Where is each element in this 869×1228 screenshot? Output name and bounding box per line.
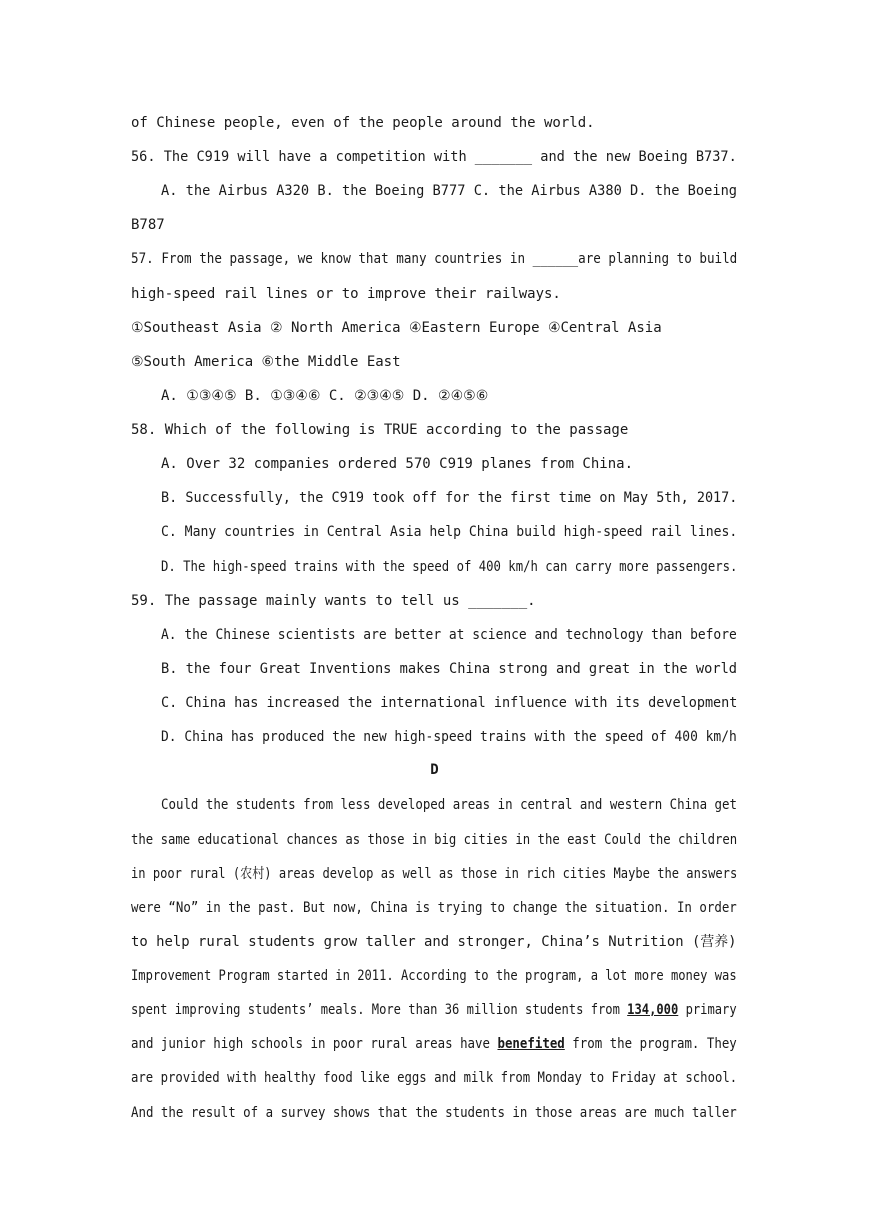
question-57: 57. From the passage, we know that many countries in ______are planning to build <box>131 251 738 267</box>
question-58-option-a: A. Over 32 companies ordered 570 C919 planes from China. <box>161 456 634 472</box>
underlined-number: 134,000 <box>627 1002 679 1018</box>
question-59-option-b: B. the four Great Inventions makes China strong and great in the world <box>161 661 738 677</box>
paragraph-line: were “No” in the past. But now, China is trying to change the situation. In order <box>131 900 737 916</box>
question-56-options-continued: B787 <box>131 217 165 233</box>
question-56-options: A. the Airbus A320 B. the Boeing B777 C. the Airbus A380 D. the Boeing <box>161 183 738 199</box>
question-58-option-d: D. The high-speed trains with the speed of 400 km/h can carry more passengers. <box>161 559 738 575</box>
paragraph-line: are provided with healthy food like eggs and milk from Monday to Friday at school. <box>131 1070 738 1086</box>
question-58-option-c: C. Many countries in Central Asia help China build high-speed rail lines. <box>161 524 738 540</box>
paragraph-text: primary <box>678 1002 737 1018</box>
paragraph-line: in poor rural (农村) areas develop as well as those in rich cities Maybe the answers <box>131 866 738 882</box>
paragraph-line: to help rural students grow taller and stronger, China’s Nutrition (营养) <box>131 934 737 950</box>
text-line: of Chinese people, even of the people around the world. <box>131 115 595 131</box>
paragraph-line: And the result of a survey shows that the students in those areas are much taller <box>131 1105 737 1121</box>
question-56: 56. The C919 will have a competition with _______ and the new Boeing B737. <box>131 149 737 165</box>
paragraph-line: Improvement Program started in 2011. According to the program, a lot more money was <box>131 968 737 984</box>
paragraph-text: spent improving students’ meals. More than 36 million students from <box>131 1002 628 1018</box>
question-58: 58. Which of the following is TRUE according to the passage <box>131 422 629 438</box>
paragraph-text: and junior high schools in poor rural areas have <box>131 1036 498 1052</box>
question-57-options: A. ①③④⑤ B. ①③④⑥ C. ②③④⑤ D. ②④⑤⑥ <box>161 388 489 404</box>
paragraph-line: Could the students from less developed areas in central and western China get <box>161 797 738 813</box>
question-57-continued: high-speed rail lines or to improve their railways. <box>131 286 561 302</box>
paragraph-line <box>131 1001 737 1019</box>
paragraph-line <box>131 1035 737 1053</box>
question-57-list-2: ⑤South America ⑥the Middle East <box>131 354 401 370</box>
section-heading: D <box>430 762 439 778</box>
paragraph-line: the same educational chances as those in big cities in the east Could the children <box>131 832 738 848</box>
question-59: 59. The passage mainly wants to tell us _______. <box>131 593 536 609</box>
question-59-option-a: A. the Chinese scientists are better at science and technology than before <box>161 627 737 643</box>
question-59-option-c: C. China has increased the international influence with its development <box>161 695 738 711</box>
underlined-word: benefited <box>497 1036 565 1052</box>
question-57-list-1: ①Southeast Asia ② North America ④Eastern Europe ④Central Asia <box>131 320 662 336</box>
question-59-option-d: D. China has produced the new high-speed trains with the speed of 400 km/h <box>161 729 737 745</box>
paragraph-text: from the program. They <box>564 1036 737 1052</box>
question-58-option-b: B. Successfully, the C919 took off for the first time on May 5th, 2017. <box>161 490 738 506</box>
